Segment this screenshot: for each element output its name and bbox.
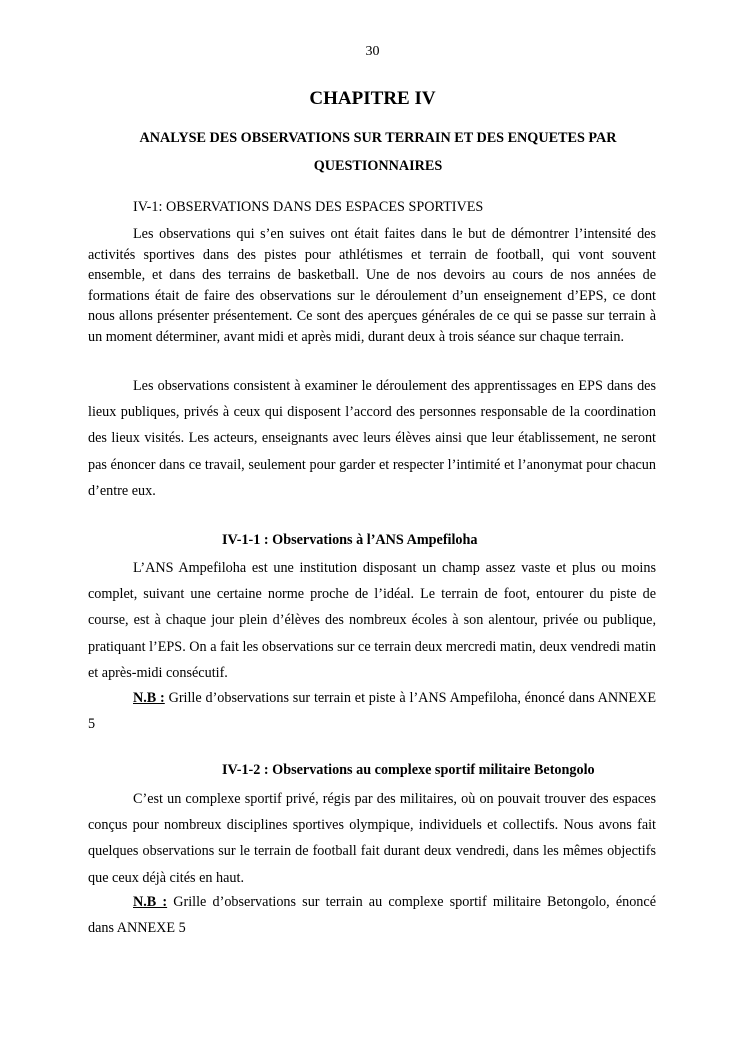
section-paragraph-1: Les observations qui s’en suives ont était faites dans le but de démontrer l’intensité des activités sportives dans des pistes pour athlétismes et terrain de football, qui vont souvent ensemble, et dans des terrains de basketball. Une de nos devoirs au cours de nos années de formations était de faire des observations sur le déroulement d’un enseignement d’EPS, ce dont nous allons présenter présentement. Ce sont des aperçues générales de ce qui se passe sur terrain à un moment déterminer, avant midi et après midi, durant deux à trois séance sur chaque terrain. [88,226,656,345]
subsection-2-note [88,889,656,941]
note-label: N.B : [133,690,165,706]
subsection-2-paragraph: C’est un complexe sportif privé, régis par des militaires, où on pouvait trouver des espaces conçus pour nombreux disciplines sportives olympique, individuels et collectifs. Nous avons fait quelques observations sur le terrain de football fait durant deux vendredi, dans les mêmes objectifs que ceux déjà cités en haut. [88,791,656,886]
section-title: IV-1: OBSERVATIONS DANS DES ESPACES SPORTIVES [133,199,484,215]
page-number: 30 [365,44,380,59]
subsection-1-paragraph: L’ANS Ampefiloha est une institution disposant un champ assez vaste et plus ou moins complet, suivant une certaine norme proche de l’idéal. Le terrain de foot, entourer du piste de course, est à chaque jour plein d’élèves des nombreux écoles à son alentour, privée ou publique, pratiquant l’EPS. On a fait les observations sur ce terrain deux mercredi matin, deux vendredi matin et après-midi consécutif. [88,560,656,681]
chapter-subtitle: ANALYSE DES OBSERVATIONS SUR TERRAIN ET DES ENQUETES PAR QUESTIONNAIRES [139,130,617,174]
note-label: N.B : [133,894,168,910]
subsection-1-note [88,685,656,737]
chapter-title [0,88,745,110]
note-text: Grille d’observations sur terrain et piste à l’ANS Ampefiloha, énoncé dans ANNEXE 5 [88,690,656,733]
chapter-title-text: CHAPITRE IV [309,88,436,109]
section-paragraph-2: Les observations consistent à examiner le déroulement des apprentissages en EPS dans des lieux publiques, privés à ceux qui disposent l’accord des personnes responsable de la coordination des lieux visités. Les acteurs, enseignants avec leurs élèves ainsi que leur établissement, ne seront pas énoncer dans ce travail, seulement pour garder et respecter l’intimité et l’anonymat pour chacun d’entre eux. [88,378,656,499]
subsection-2-title: IV-1-2 : Observations au complexe sportif militaire Betongolo [222,762,595,778]
subsection-1-title: IV-1-1 : Observations à l’ANS Ampefiloha [222,532,478,548]
note-text: Grille d’observations sur terrain au complexe sportif militaire Betongolo, énoncé dans ANNEXE 5 [88,894,656,937]
